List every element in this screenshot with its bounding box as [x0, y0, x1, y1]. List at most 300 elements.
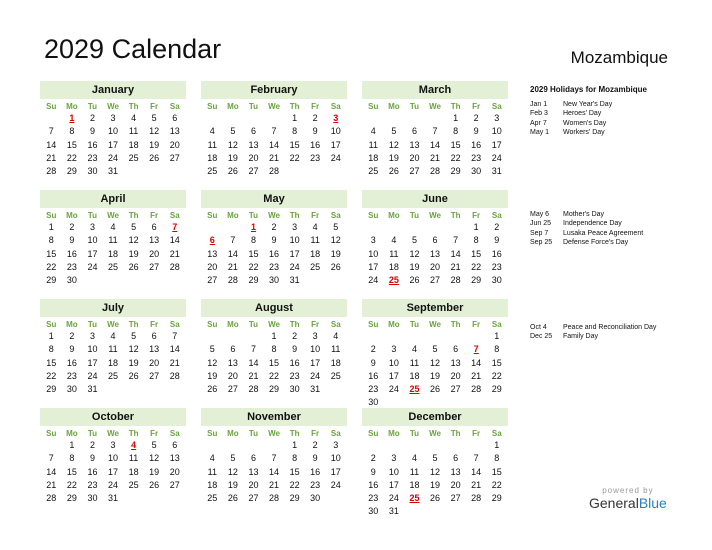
day-cell: 21	[169, 357, 180, 368]
weekday-label: Fr	[472, 320, 481, 329]
week-row	[201, 274, 347, 287]
day-cell: 13	[149, 235, 160, 246]
day-cell: 29	[269, 384, 280, 395]
day-cell	[144, 492, 165, 505]
day-cell: 25	[128, 479, 139, 490]
week-row	[201, 221, 347, 234]
day-cell: 5	[230, 126, 236, 137]
week-row	[362, 112, 508, 125]
week-row	[362, 383, 508, 396]
weekday-label: Sa	[169, 429, 180, 438]
day-cell: 24	[330, 479, 341, 490]
day-cell: 16	[289, 357, 300, 368]
week-row	[362, 505, 508, 518]
weekday-header-row	[201, 210, 347, 221]
holiday-name: Lusaka Peace Agreement	[563, 229, 644, 237]
day-cell: 9	[370, 466, 376, 477]
day-cell: 26	[149, 479, 160, 490]
day-cell: 6	[151, 222, 157, 232]
day-cell	[325, 383, 346, 396]
holiday-item	[530, 210, 690, 219]
day-cell: 25	[128, 152, 139, 163]
day-cell: 5	[411, 235, 417, 246]
day-cell: 12	[330, 235, 341, 246]
day-cell: 18	[409, 370, 420, 381]
month-april	[40, 190, 186, 287]
day-cell: 22	[269, 370, 280, 381]
month-header: March	[362, 81, 508, 99]
weekday-label: Mo	[66, 102, 78, 111]
day-cell: 28	[430, 166, 441, 177]
day-cell: 30	[269, 275, 280, 286]
month-header: December	[362, 408, 508, 426]
day-cell: 10	[388, 357, 399, 368]
day-cell	[41, 439, 62, 452]
week-row	[201, 479, 347, 492]
weekday-label: Th	[128, 211, 139, 220]
weekday-label: Fr	[311, 320, 320, 329]
brand-name-blue: Blue	[638, 495, 667, 511]
day-cell: 10	[330, 453, 341, 464]
day-cell: 20	[149, 248, 160, 259]
day-cell: 11	[207, 466, 217, 477]
day-cell: 13	[149, 344, 160, 355]
day-cell: 30	[289, 384, 300, 395]
day-cell	[466, 439, 487, 452]
day-cell: 24	[108, 152, 119, 163]
weekday-label: Fr	[472, 102, 481, 111]
weekday-label: Tu	[248, 102, 259, 111]
day-cell: 10	[310, 344, 321, 355]
day-cell: 22	[471, 261, 482, 272]
day-cell: 11	[128, 126, 139, 137]
weekday-label: Fr	[472, 429, 481, 438]
day-cell: 20	[430, 261, 441, 272]
day-cell: 8	[473, 235, 479, 246]
day-cell: 17	[289, 248, 300, 259]
week-row	[40, 343, 186, 356]
weekday-label: Mo	[66, 429, 78, 438]
day-cell	[425, 221, 446, 234]
weekday-header-row	[40, 210, 186, 221]
day-cell: 22	[46, 370, 57, 381]
day-cell: 20	[450, 370, 461, 381]
day-cell: 3	[110, 440, 116, 450]
day-cell: 10	[108, 453, 119, 464]
day-cell	[425, 330, 446, 343]
day-cell: 2	[271, 222, 277, 232]
day-cell: 28	[450, 275, 461, 286]
day-cell: 27	[430, 275, 441, 286]
weekday-label: We	[429, 211, 441, 220]
weekday-label: Mo	[227, 102, 239, 111]
day-cell	[264, 112, 285, 125]
day-cell: 29	[491, 493, 502, 504]
day-cell: 20	[248, 479, 259, 490]
holiday-day-cell: 7	[172, 222, 178, 232]
week-row	[40, 479, 186, 492]
day-cell: 31	[108, 493, 119, 504]
weekday-label: We	[107, 320, 119, 329]
day-cell: 26	[227, 493, 238, 504]
day-cell	[103, 383, 124, 396]
day-cell: 22	[491, 370, 502, 381]
day-cell: 28	[169, 370, 180, 381]
weekday-label: Sa	[491, 211, 502, 220]
weekday-label: Sa	[169, 320, 180, 329]
week-row	[201, 383, 347, 396]
day-cell: 18	[207, 152, 218, 163]
holiday-group	[530, 100, 690, 138]
day-cell: 3	[370, 235, 376, 246]
day-cell: 29	[46, 275, 57, 286]
day-cell: 29	[491, 384, 502, 395]
day-cell: 28	[169, 261, 180, 272]
holiday-item	[530, 109, 690, 118]
day-cell: 4	[391, 235, 397, 246]
day-cell	[123, 274, 144, 287]
day-cell: 27	[207, 275, 218, 286]
day-cell: 16	[87, 139, 98, 150]
week-row	[362, 370, 508, 383]
week-row	[362, 125, 508, 138]
day-cell	[404, 439, 425, 452]
day-cell: 12	[128, 344, 139, 355]
day-cell	[305, 165, 326, 178]
day-cell: 12	[227, 139, 238, 150]
week-row	[201, 466, 347, 479]
day-cell: 24	[330, 152, 341, 163]
day-cell: 17	[491, 139, 502, 150]
day-cell: 14	[227, 248, 238, 259]
weekday-label: Su	[46, 211, 57, 220]
day-cell: 19	[388, 152, 399, 163]
day-cell	[445, 330, 466, 343]
day-cell: 22	[289, 152, 300, 163]
day-cell: 8	[48, 235, 54, 246]
weekday-header-row	[40, 428, 186, 439]
day-cell: 27	[409, 166, 420, 177]
day-cell: 4	[333, 331, 339, 341]
day-cell: 10	[388, 466, 399, 477]
day-cell: 3	[312, 331, 318, 341]
month-header: August	[201, 299, 347, 317]
weekday-label: We	[107, 102, 119, 111]
weekday-label: Mo	[227, 320, 239, 329]
day-cell	[325, 274, 346, 287]
weekday-label: Th	[128, 429, 139, 438]
day-cell: 11	[389, 248, 399, 259]
weekday-label: Tu	[248, 211, 259, 220]
weekday-label: Tu	[409, 102, 420, 111]
day-cell: 19	[149, 466, 160, 477]
day-cell	[123, 492, 144, 505]
month-header: January	[40, 81, 186, 99]
day-cell: 10	[491, 126, 502, 137]
day-cell	[223, 112, 244, 125]
day-cell: 7	[271, 453, 277, 464]
day-cell: 26	[430, 384, 441, 395]
day-cell: 20	[409, 152, 420, 163]
day-cell: 26	[388, 166, 399, 177]
week-row	[201, 343, 347, 356]
day-cell: 28	[471, 384, 482, 395]
month-march	[362, 81, 508, 178]
day-cell: 15	[289, 466, 300, 477]
holiday-date: Jun 25	[530, 220, 552, 228]
weekday-label: Sa	[330, 320, 341, 329]
week-row	[201, 139, 347, 152]
day-cell	[103, 274, 124, 287]
day-cell: 25	[207, 166, 218, 177]
day-cell: 26	[128, 261, 139, 272]
day-cell: 14	[169, 235, 180, 246]
holiday-date: Sep 25	[530, 239, 553, 247]
weekday-label: Su	[207, 320, 218, 329]
week-row	[40, 234, 186, 247]
day-cell: 6	[432, 235, 438, 246]
day-cell	[404, 112, 425, 125]
day-cell: 13	[248, 466, 259, 477]
month-header: September	[362, 299, 508, 317]
day-cell: 18	[108, 248, 119, 259]
week-row	[40, 221, 186, 234]
day-cell: 6	[453, 453, 459, 464]
day-cell: 8	[69, 453, 75, 464]
holiday-item	[530, 332, 690, 341]
weekday-label: Mo	[388, 211, 400, 220]
day-cell: 15	[491, 466, 502, 477]
week-row	[362, 234, 508, 247]
weekday-label: Th	[128, 102, 139, 111]
day-cell: 2	[292, 331, 298, 341]
weekday-header-row	[201, 101, 347, 112]
day-cell: 23	[471, 152, 482, 163]
day-cell: 7	[48, 126, 54, 137]
weekday-label: Mo	[388, 102, 400, 111]
week-row	[40, 439, 186, 452]
day-cell: 31	[491, 166, 502, 177]
day-cell	[363, 221, 384, 234]
day-cell: 26	[227, 166, 238, 177]
day-cell	[144, 274, 165, 287]
day-cell: 8	[494, 453, 500, 464]
day-cell: 25	[207, 493, 218, 504]
holiday-day-cell: 1	[69, 113, 75, 123]
day-cell: 21	[430, 152, 441, 163]
day-cell	[466, 330, 487, 343]
day-cell: 27	[149, 370, 160, 381]
day-cell: 31	[310, 384, 321, 395]
day-cell: 6	[172, 113, 178, 123]
day-cell	[243, 439, 264, 452]
day-cell: 14	[471, 357, 482, 368]
day-cell: 29	[46, 384, 57, 395]
day-cell: 13	[207, 248, 218, 259]
day-cell: 15	[491, 357, 502, 368]
day-cell: 15	[450, 139, 461, 150]
page-title: 2029 Calendar	[44, 34, 222, 64]
week-row	[362, 357, 508, 370]
holiday-day-cell: 25	[409, 493, 420, 504]
day-cell: 19	[149, 139, 160, 150]
month-february	[201, 81, 347, 178]
weekday-label: Sa	[491, 429, 502, 438]
day-cell	[144, 165, 165, 178]
day-cell: 17	[87, 357, 98, 368]
weekday-label: Su	[46, 320, 57, 329]
weekday-label: We	[268, 320, 280, 329]
day-cell: 1	[48, 222, 54, 232]
holiday-day-cell: 25	[388, 275, 399, 286]
brand-logo	[589, 486, 667, 511]
holiday-day-cell: 6	[209, 235, 215, 246]
day-cell	[363, 112, 384, 125]
day-cell: 4	[312, 222, 318, 232]
day-cell	[243, 112, 264, 125]
holiday-day-cell: 25	[409, 384, 420, 395]
day-cell: 11	[108, 235, 118, 246]
weekday-label: Fr	[311, 211, 320, 220]
day-cell: 9	[370, 357, 376, 368]
day-cell: 1	[494, 331, 500, 341]
day-cell: 30	[87, 493, 98, 504]
day-cell: 26	[430, 493, 441, 504]
day-cell: 9	[271, 235, 277, 246]
day-cell: 27	[450, 493, 461, 504]
day-cell: 13	[248, 139, 259, 150]
day-cell: 2	[370, 344, 376, 355]
day-cell: 12	[430, 357, 441, 368]
day-cell: 14	[430, 139, 441, 150]
week-row	[201, 357, 347, 370]
day-cell: 16	[269, 248, 280, 259]
day-cell: 18	[207, 479, 218, 490]
weekday-label: Su	[207, 211, 218, 220]
week-row	[201, 125, 347, 138]
day-cell: 16	[471, 139, 482, 150]
day-cell: 16	[66, 357, 77, 368]
weekday-header-row	[362, 319, 508, 330]
day-cell: 20	[207, 261, 218, 272]
day-cell: 11	[207, 139, 217, 150]
week-row	[40, 165, 186, 178]
holiday-date: Oct 4	[530, 324, 547, 331]
weekday-label: Th	[450, 320, 461, 329]
week-row	[362, 139, 508, 152]
day-cell: 17	[330, 466, 341, 477]
day-cell	[223, 330, 244, 343]
day-cell: 9	[494, 235, 500, 246]
day-cell: 15	[66, 139, 77, 150]
day-cell: 21	[471, 370, 482, 381]
day-cell: 21	[46, 479, 57, 490]
day-cell: 12	[227, 466, 238, 477]
month-header: February	[201, 81, 347, 99]
weekday-label: Su	[207, 429, 218, 438]
day-cell: 17	[388, 479, 399, 490]
day-cell: 6	[250, 453, 256, 464]
day-cell: 7	[48, 453, 54, 464]
day-cell: 14	[46, 139, 57, 150]
day-cell: 5	[131, 222, 137, 232]
day-cell: 31	[388, 506, 399, 517]
day-cell	[404, 221, 425, 234]
week-row	[362, 330, 508, 343]
week-row	[362, 492, 508, 505]
day-cell: 12	[409, 248, 420, 259]
day-cell: 1	[494, 440, 500, 450]
weekday-label: Th	[289, 211, 300, 220]
day-cell: 19	[330, 248, 341, 259]
day-cell: 11	[310, 235, 320, 246]
day-cell	[445, 221, 466, 234]
day-cell: 30	[66, 384, 77, 395]
day-cell: 27	[227, 384, 238, 395]
day-cell: 22	[248, 261, 259, 272]
day-cell: 17	[368, 261, 379, 272]
holiday-day-cell: 1	[250, 222, 256, 232]
day-cell: 14	[269, 139, 280, 150]
weekday-label: Fr	[311, 429, 320, 438]
day-cell: 30	[368, 397, 379, 408]
day-cell	[164, 492, 185, 505]
day-cell: 3	[333, 440, 339, 450]
weekday-header-row	[362, 428, 508, 439]
week-row	[40, 274, 186, 287]
weekday-label: Fr	[150, 429, 159, 438]
day-cell: 13	[227, 357, 238, 368]
day-cell: 15	[269, 357, 280, 368]
week-row	[40, 261, 186, 274]
day-cell: 11	[331, 344, 341, 355]
day-cell: 16	[87, 466, 98, 477]
day-cell: 8	[494, 344, 500, 355]
day-cell	[123, 165, 144, 178]
day-cell: 20	[227, 370, 238, 381]
day-cell: 1	[292, 440, 298, 450]
day-cell: 14	[248, 357, 259, 368]
day-cell	[325, 165, 346, 178]
month-october	[40, 408, 186, 505]
weekday-label: Tu	[87, 211, 98, 220]
day-cell: 5	[151, 440, 157, 450]
weekday-label: Mo	[227, 429, 239, 438]
weekday-label: We	[107, 211, 119, 220]
day-cell: 8	[48, 344, 54, 355]
day-cell: 19	[409, 261, 420, 272]
holiday-date: May 1	[530, 129, 550, 137]
day-cell: 23	[66, 261, 77, 272]
day-cell: 12	[388, 139, 399, 150]
weekday-label: Th	[450, 429, 461, 438]
weekday-header-row	[362, 210, 508, 221]
day-cell: 30	[87, 166, 98, 177]
week-row	[40, 248, 186, 261]
day-cell: 25	[108, 261, 119, 272]
month-june	[362, 190, 508, 287]
day-cell: 22	[289, 479, 300, 490]
weekday-label: Fr	[150, 211, 159, 220]
day-cell: 28	[248, 384, 259, 395]
weekday-label: Th	[128, 320, 139, 329]
day-cell: 22	[66, 479, 77, 490]
day-cell: 8	[292, 453, 298, 464]
day-cell: 27	[248, 166, 259, 177]
day-cell: 24	[388, 493, 399, 504]
day-cell	[223, 439, 244, 452]
holiday-name: Women's Day	[563, 119, 607, 127]
